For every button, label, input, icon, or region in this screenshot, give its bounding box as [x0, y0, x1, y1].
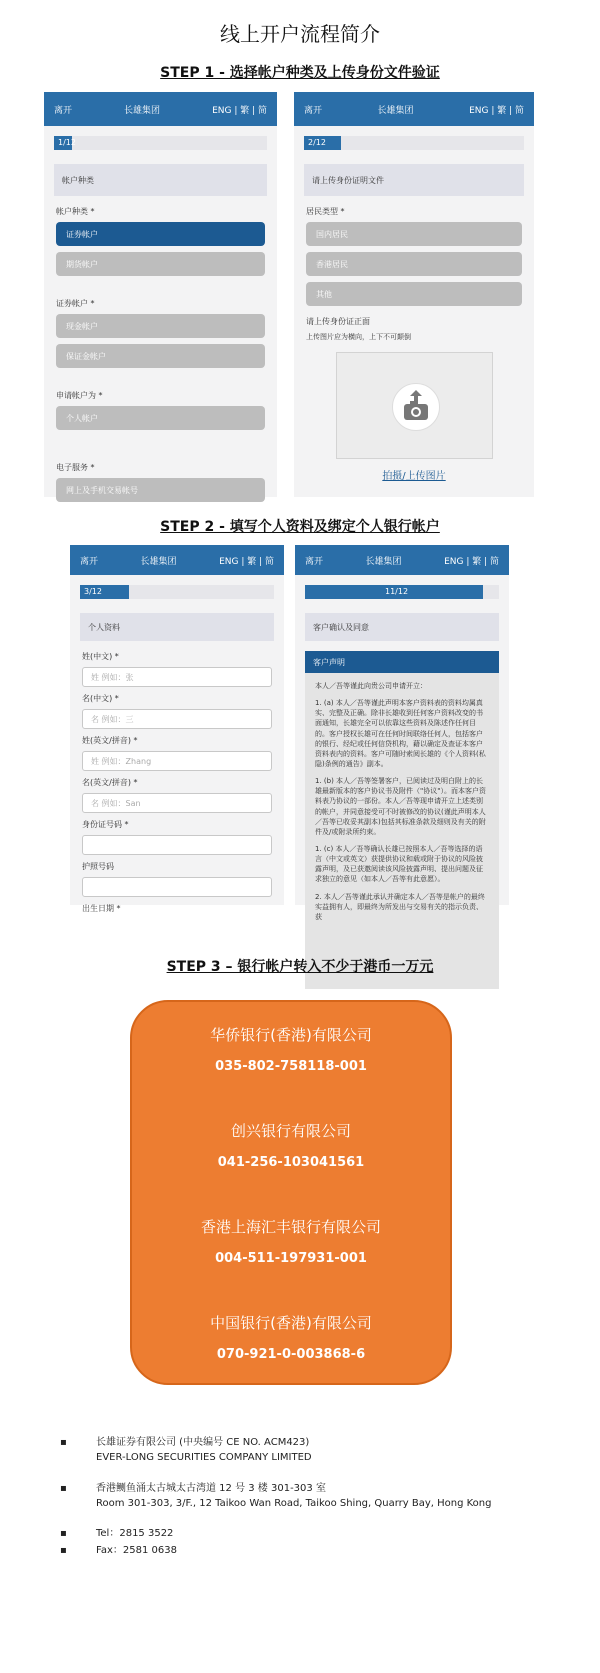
passport-number-input[interactable]: [82, 877, 272, 897]
surname-cn-input[interactable]: 姓 例如：张: [82, 667, 272, 687]
option-futures-account[interactable]: 期货帐户: [56, 252, 265, 276]
progress-bar: [80, 585, 274, 599]
leave-button[interactable]: 离开: [304, 105, 323, 116]
option-margin-account[interactable]: 保证金帐户: [56, 344, 265, 368]
bank-accounts-box: [130, 1000, 452, 1385]
section-title: 请上传身份证明文件: [304, 164, 524, 196]
footer-address: [60, 1482, 492, 1511]
option-other-resident[interactable]: 其他: [306, 282, 522, 306]
option-online-trading[interactable]: 网上及手机交易帐号: [56, 478, 265, 502]
option-mainland-resident[interactable]: 国内居民: [306, 222, 522, 246]
bank-name: 中国银行(香港)有限公司: [210, 1314, 372, 1332]
language-switcher[interactable]: ENG | 繁 | 简: [444, 556, 499, 567]
bullet-icon: ▪: [60, 1437, 67, 1448]
securities-account-label: 证券帐户 *: [56, 299, 95, 308]
section-title: 个人资料: [80, 613, 274, 641]
option-hk-resident[interactable]: 香港居民: [306, 252, 522, 276]
telephone: Tel：2815 3522: [96, 1528, 174, 1539]
bullet-icon: ▪: [60, 1528, 67, 1539]
field-label: 名(英文/拼音) *: [82, 778, 138, 787]
id-number-input[interactable]: [82, 835, 272, 855]
bullet-icon: ▪: [60, 1483, 67, 1494]
camera-upload-icon: [392, 383, 440, 431]
option-individual-account[interactable]: 个人帐户: [56, 406, 265, 430]
app-header: [70, 545, 284, 575]
photo-upload-area[interactable]: [336, 352, 493, 459]
declaration-text: [305, 673, 499, 989]
address-cn: 香港鲗鱼涌太古城太古湾道 12 号 3 楼 301-303 室: [96, 1483, 326, 1494]
app-header: [295, 545, 509, 575]
declaration-title: 客户声明: [305, 651, 499, 673]
footer-fax: [60, 1544, 177, 1559]
leave-button[interactable]: 离开: [305, 556, 324, 567]
progress-bar: [305, 585, 499, 599]
step2-declaration-screen: [295, 545, 509, 921]
bank-entry: [132, 1120, 450, 1170]
section-title: 客户确认及同意: [305, 613, 499, 641]
company-name-cn: 长雄证券有限公司 (中央编号 CE NO. ACM423): [96, 1437, 310, 1448]
leave-button[interactable]: 离开: [80, 556, 99, 567]
language-switcher[interactable]: ENG | 繁 | 简: [469, 105, 524, 116]
field-label: 身份证号码 *: [82, 820, 129, 829]
progress-bar: [54, 136, 267, 150]
declaration-paragraph: 1. (a) 本人／吾等谨此声明本客户资料表的资料均属真实、完整及正确。除非长雄收到任何客户资料改变的书面通知，长雄完全可以依靠这些资料及陈述作任何目的。客户授权长雄可在任何时间联络任何人，包括客户的银行、经纪或任何信贷机构，藉以确定及查证本客户资料表内的资料。客户可随时索阅长雄的《个人资料(私隐)条例的通告》副本。: [315, 699, 486, 768]
brand-name: 长雄集团: [140, 556, 177, 567]
bank-account-number: 035-802-758118-001: [215, 1059, 367, 1074]
declaration-paragraph: 1. (b) 本人／吾等签署客户，已阅读过及明白附上的长雄最新版本的客户协议书及附件（"协议"）。而本客户资料表乃协议的一部份。本人／吾等现申请开立上述类别的帐户，并同意接受可不时被修改的协议(谨此声明本人／吾等已收妥其副本)包括其标准条款及细则及有关的附件及/或附录所约束。: [315, 777, 486, 836]
brand-name: 长雄集团: [124, 105, 161, 116]
footer-tel: [60, 1527, 173, 1542]
bank-name: 华侨银行(香港)有限公司: [210, 1026, 372, 1044]
bank-entry: [132, 1216, 450, 1266]
surname-en-input[interactable]: 姓 例如：Zhang: [82, 751, 272, 771]
section-title: 帐户种类: [54, 164, 267, 196]
bullet-icon: ▪: [60, 1545, 67, 1556]
dob-label: 出生日期 *: [82, 904, 121, 913]
option-cash-account[interactable]: 现金帐户: [56, 314, 265, 338]
bank-account-number: 041-256-103041561: [217, 1155, 365, 1170]
field-label: 护照号码: [82, 862, 114, 871]
given-name-en-input[interactable]: 名 例如：San: [82, 793, 272, 813]
account-type-label: 帐户种类 *: [56, 207, 95, 216]
declaration-paragraph: 2. 本人／吾等谨此承认并确定本人／吾等是帐户的最终实益拥有人，即最终为所发出与交易有关的指示负责、获: [315, 892, 485, 921]
bank-entry: [132, 1024, 450, 1074]
language-switcher[interactable]: ENG | 繁 | 简: [219, 556, 274, 567]
bank-account-number: 070-921-0-003868-6: [216, 1347, 366, 1362]
resident-type-label: 居民类型 *: [306, 207, 345, 216]
progress-text: 3/12: [84, 587, 102, 596]
step2-heading: STEP 2 - 填写个人资料及绑定个人银行帐户: [160, 519, 440, 535]
app-header: [294, 92, 534, 126]
brand-name: 长雄集团: [365, 556, 402, 567]
footer-company: [60, 1436, 312, 1465]
step1-upload-id-screen: [294, 92, 534, 497]
language-switcher[interactable]: ENG | 繁 | 简: [212, 105, 267, 116]
upload-hint: 上传图片应为横向，上下不可颠倒: [306, 333, 411, 341]
bank-account-number: 004-511-197931-001: [215, 1251, 367, 1266]
progress-text: 11/12: [385, 587, 409, 596]
leave-button[interactable]: 离开: [54, 105, 73, 116]
bank-name: 香港上海汇丰银行有限公司: [200, 1218, 381, 1236]
declaration-paragraph: 1. (c) 本人／吾等确认长雄已按照本人／吾等选择的语言（中文或英文）获提供协议和载或附于协议的风险披露声明，及已获邀阅读该风险披露声明、提出问题及征求独立的意见（如本人／吾等有此意愿）。: [315, 844, 483, 884]
given-name-cn-input[interactable]: 名 例如：三: [82, 709, 272, 729]
step3-heading: STEP 3 – 银行帐户转入不少于港币一万元: [166, 959, 434, 975]
field-label: 姓(中文) *: [82, 652, 119, 661]
app-header: [44, 92, 277, 126]
step1-account-type-screen: [44, 92, 277, 497]
e-service-label: 电子服务 *: [56, 463, 95, 472]
step1-heading: STEP 1 - 选择帐户种类及上传身份文件验证: [160, 65, 440, 81]
progress-text: 2/12: [308, 138, 326, 147]
company-name-en: EVER-LONG SECURITIES COMPANY LIMITED: [96, 1451, 312, 1463]
declaration-paragraph: 本人／吾等谨此向贵公司申请开立：: [315, 682, 427, 690]
option-securities-account[interactable]: 证券帐户: [56, 222, 265, 246]
upload-id-label: 请上传身份证正面: [306, 317, 370, 326]
bank-name: 创兴银行有限公司: [230, 1122, 351, 1140]
apply-as-label: 申请帐户为 *: [56, 391, 103, 400]
field-label: 名(中文) *: [82, 694, 119, 703]
fax: Fax：2581 0638: [96, 1545, 177, 1556]
address-en: Room 301-303, 3/F., 12 Taikoo Wan Road, Taikoo Shing, Quarry Bay, Hong Kong: [96, 1497, 492, 1509]
page-title: 线上开户流程简介: [220, 22, 380, 46]
progress-bar: [304, 136, 524, 150]
brand-name: 长雄集团: [377, 105, 414, 116]
progress-text: 1/12: [58, 138, 76, 147]
bank-entry: [132, 1312, 450, 1362]
take-upload-photo-link[interactable]: 拍摄/上传图片: [382, 471, 446, 482]
field-label: 姓(英文/拼音) *: [82, 736, 138, 745]
step2-personal-info-screen: [70, 545, 284, 913]
